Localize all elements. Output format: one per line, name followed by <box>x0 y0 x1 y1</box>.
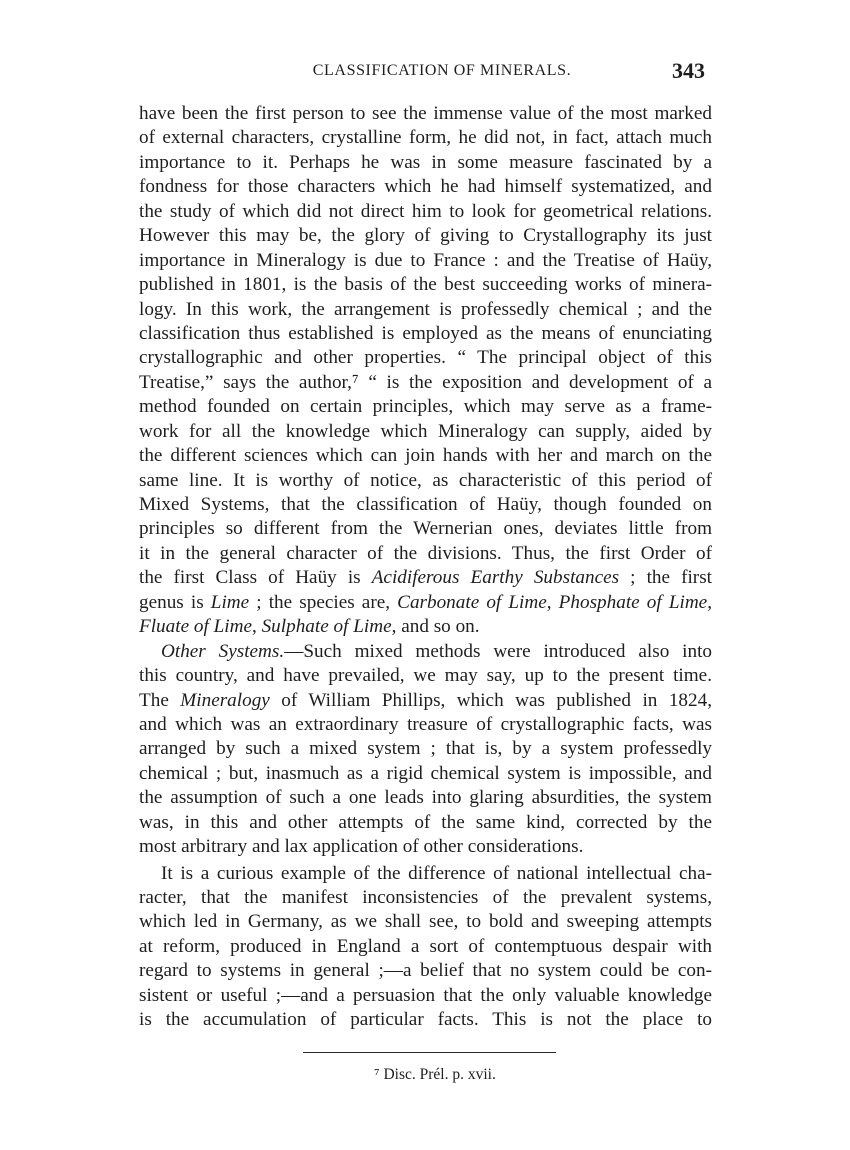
text-line: method founded on certain principles, which may serve as a frame- <box>139 396 712 418</box>
text-line: The Mineralogy of William Phillips, which was published in 1824, <box>139 689 712 711</box>
text-line: have been the first person to see the immense value of the most marked <box>139 103 712 124</box>
footnote-divider <box>303 1052 556 1053</box>
text-line: sistent or useful ;—and a persuasion that the only valuable knowledge <box>139 984 712 1006</box>
text-line: the assumption of such a one leads into glaring absurdities, the system <box>139 787 712 809</box>
text-line: and which was an extraordinary treasure of crystallographic facts, was <box>139 713 712 735</box>
text-line: fondness for those characters which he had himself systematized, and <box>139 176 712 198</box>
text-line: principles so different from the Wernerian ones, deviates little from <box>139 518 712 540</box>
text-line: this country, and have prevailed, we may say, up to the present time. <box>139 665 712 687</box>
text-line: the different sciences which can join hands with her and march on the <box>139 445 712 467</box>
text-line: Other Systems.—Such mixed methods were introduced also into <box>161 640 712 662</box>
body-text <box>139 102 712 1033</box>
text-line: the first Class of Haüy is Acidiferous Earthy Substances ; the first <box>139 567 712 589</box>
text-line: published in 1801, is the basis of the best succeeding works of minera- <box>139 274 712 296</box>
text-line: it in the general character of the divisions. Thus, the first Order of <box>139 542 712 564</box>
text-line: which led in Germany, as we shall see, to bold and sweeping attempts <box>139 911 712 933</box>
text-line: of external characters, crystalline form, he did not, in fact, attach much <box>139 127 712 149</box>
text-line: was, in this and other attempts of the same kind, corrected by the <box>139 811 712 833</box>
text-line: Treatise,” says the author,⁷ “ is the exposition and development of a <box>139 371 712 393</box>
running-head <box>137 58 711 86</box>
text-line: Mixed Systems, that the classification of Haüy, though founded on <box>139 494 712 515</box>
text-line: work for all the knowledge which Mineralogy can supply, aided by <box>139 420 712 442</box>
text-line: However this may be, the glory of giving to Crystallography its just <box>139 225 712 247</box>
text-line: genus is Lime ; the species are, Carbonate of Lime, Phosphate of Lime, <box>139 591 712 613</box>
text-line: chemical ; but, inasmuch as a rigid chemical system is impossible, and <box>139 762 712 784</box>
text-line: racter, that the manifest inconsistencies of the prevalent systems, <box>139 887 712 908</box>
text-line: most arbitrary and lax application of other considerations. <box>139 836 584 858</box>
text-line: importance in Mineralogy is due to France : and the Treatise of Haüy, <box>139 249 712 271</box>
running-title: CLASSIFICATION OF MINERALS. <box>312 62 572 79</box>
text-line: crystallographic and other properties. “ The principal object of this <box>139 347 712 369</box>
text-line: same line. It is worthy of notice, as characteristic of this period of <box>139 469 712 491</box>
text-line: is the accumulation of particular facts. This is not the place to <box>139 1009 712 1031</box>
text-line: classification thus established is employed as the means of enunciating <box>139 322 712 344</box>
text-line: It is a curious example of the difference of national intellectual cha- <box>161 862 712 884</box>
text-line: importance to it. Perhaps he was in some measure fascinated by a <box>139 151 712 173</box>
text-line: at reform, produced in England a sort of contemptuous despair with <box>139 935 712 957</box>
text-line: regard to systems in general ;—a belief that no system could be con- <box>139 960 712 982</box>
footnote: ⁷ Disc. Prél. p. xvii. <box>374 1066 496 1083</box>
text-line: logy. In this work, the arrangement is professedly chemical ; and the <box>139 298 712 320</box>
text-line: arranged by such a mixed system ; that is, by a system professedly <box>139 738 712 760</box>
page-number: 343 <box>672 58 705 83</box>
text-line: Fluate of Lime, Sulphate of Lime, and so on. <box>139 616 480 638</box>
text-line: the study of which did not direct him to look for geometrical relations. <box>139 200 712 222</box>
